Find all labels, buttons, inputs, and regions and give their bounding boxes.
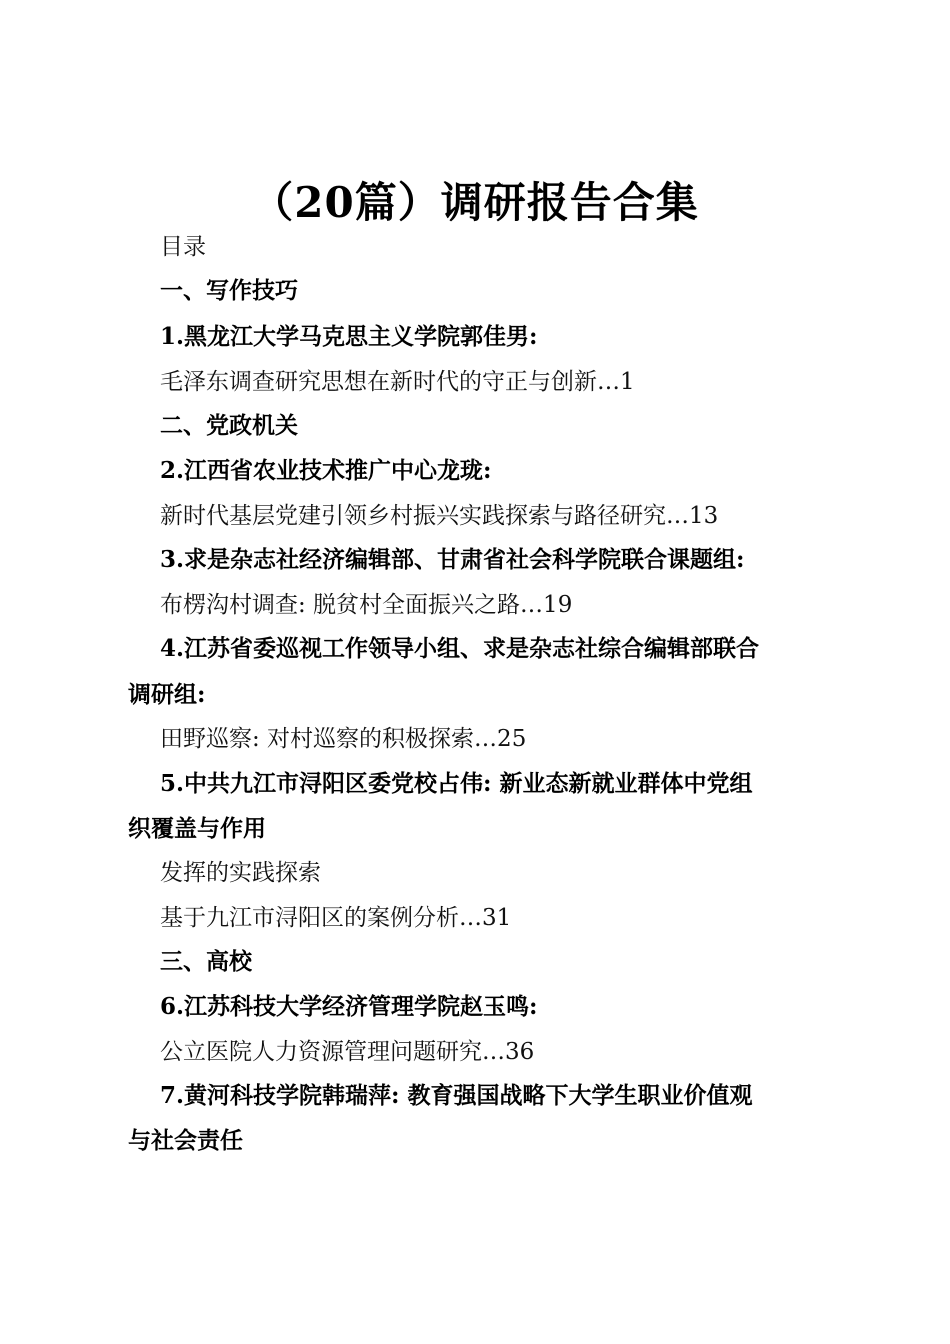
toc-subtitle: 毛泽东调查研究思想在新时代的守正与创新…1 (160, 369, 635, 395)
toc-entry: 6.江苏科技大学经济管理学院赵玉鸣: (160, 993, 538, 1020)
toc-entry: 3.求是杂志社经济编辑部、甘肃省社会科学院联合课题组: (160, 546, 745, 573)
toc-entry: 7.黄河科技学院韩瑞萍: 教育强国战略下大学生职业价值观 (160, 1082, 753, 1109)
toc-entry: 1.黑龙江大学马克思主义学院郭佳男: (160, 323, 538, 350)
toc-subtitle: 发挥的实践探索 (160, 860, 321, 886)
toc-entry-continued: 调研组: (128, 681, 206, 708)
toc-entry-continued: 织覆盖与作用 (128, 815, 266, 842)
toc-entry-continued: 与社会责任 (128, 1127, 243, 1154)
toc-section: 三、高校 (160, 948, 252, 975)
toc-section: 二、党政机关 (160, 412, 298, 439)
toc-subtitle: 公立医院人力资源管理问题研究…36 (160, 1039, 535, 1065)
toc-entry: 2.江西省农业技术推广中心龙珑: (160, 457, 492, 484)
toc-label: 目录 (160, 234, 206, 260)
document-title: （20篇）调研报告合集 (251, 178, 699, 227)
toc-subtitle: 田野巡察: 对村巡察的积极探索…25 (160, 726, 527, 752)
toc-entry: 5.中共九江市浔阳区委党校占伟: 新业态新就业群体中党组 (160, 770, 753, 797)
toc-subtitle: 新时代基层党建引领乡村振兴实践探索与路径研究…13 (160, 503, 719, 529)
toc-subtitle: 基于九江市浔阳区的案例分析…31 (160, 905, 512, 931)
toc-entry: 4.江苏省委巡视工作领导小组、求是杂志社综合编辑部联合 (160, 635, 760, 662)
toc-section: 一、写作技巧 (160, 277, 298, 304)
toc-subtitle: 布楞沟村调查: 脱贫村全面振兴之路…19 (160, 592, 573, 618)
